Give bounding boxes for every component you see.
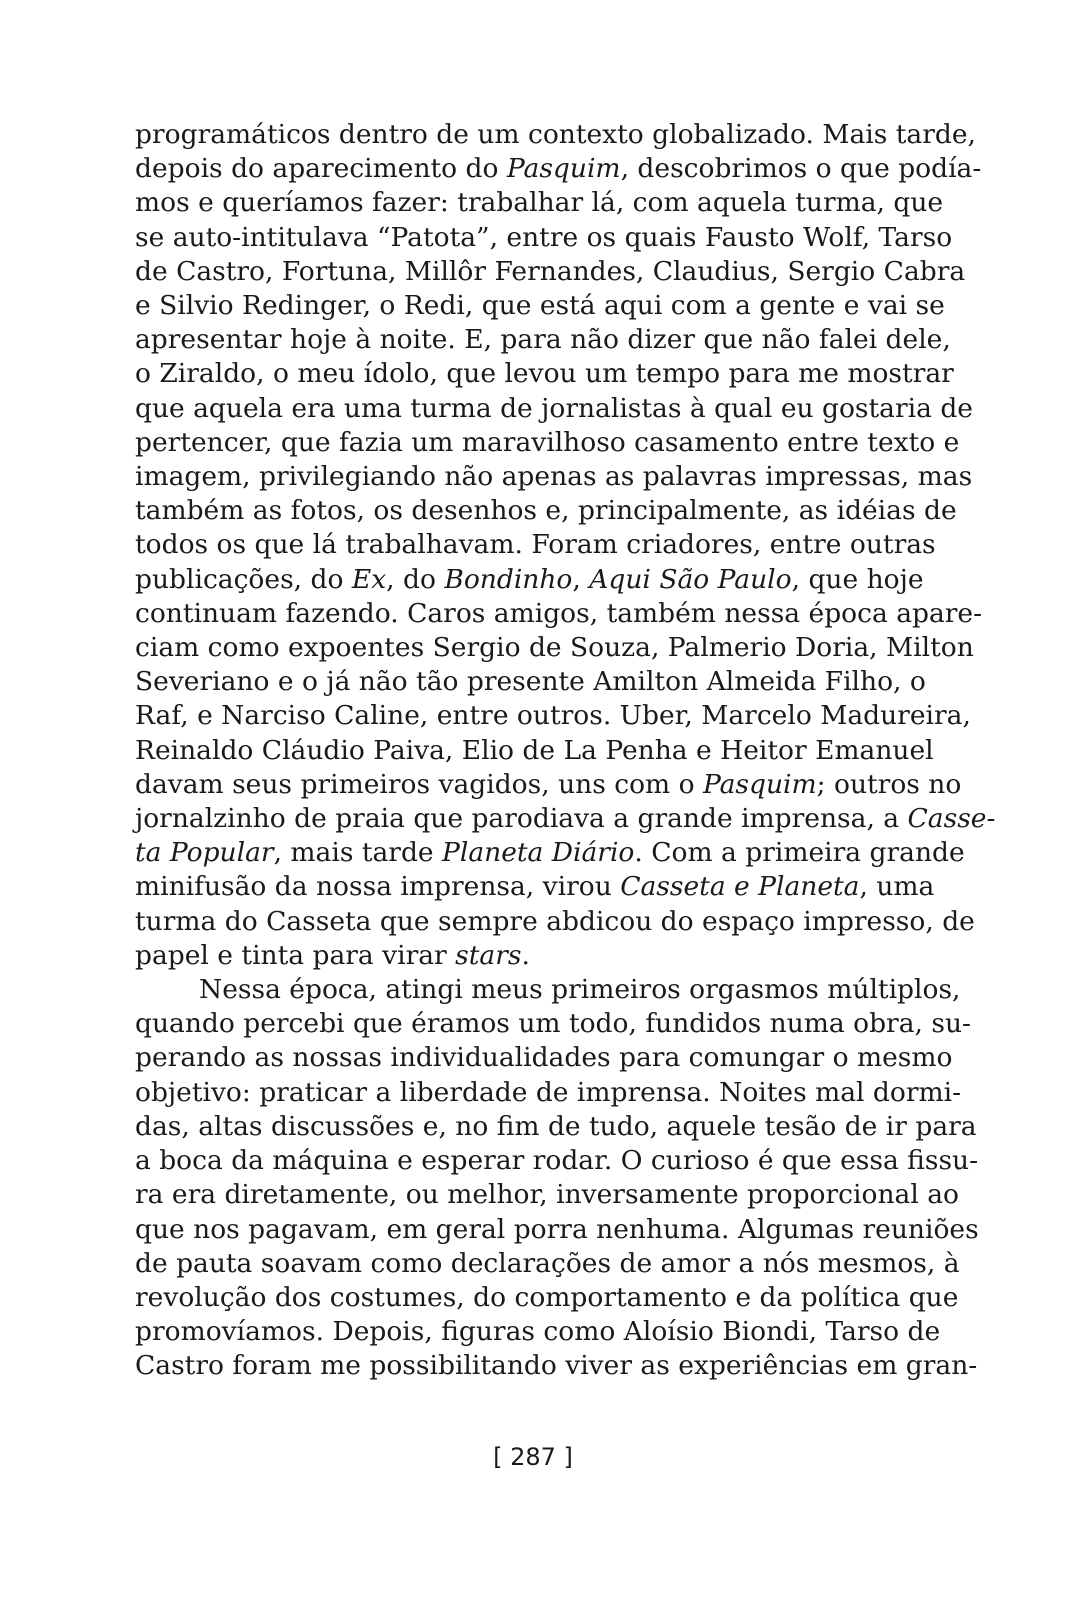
italic-title: ta Popular: [135, 837, 274, 869]
text-run: ra era diretamente, ou melhor, inversamente proporcional ao: [135, 1179, 959, 1211]
paragraph-2: [135, 973, 979, 1383]
text-line: [135, 1178, 959, 1212]
text-line: [135, 528, 936, 562]
italic-title: Ex: [351, 563, 387, 595]
text-run: , mais tarde: [273, 837, 443, 869]
text-line: [135, 802, 996, 836]
text-run: a boca da máquina e esperar rodar. O curioso é que essa fissu-: [135, 1145, 979, 1177]
text-line: [135, 1281, 959, 1315]
text-line: [135, 1213, 979, 1247]
italic-title: Bondinho: [444, 563, 573, 595]
text-run: continuam fazendo. Caros amigos, também nessa época apare-: [135, 597, 983, 629]
text-run: Raf, e Narciso Caline, entre outros. Uber, Marcelo Madureira,: [135, 700, 971, 732]
text-line: [135, 1041, 953, 1075]
text-run: programáticos dentro de um contexto globalizado. Mais tarde,: [135, 119, 976, 150]
page-body: [135, 118, 996, 1384]
text-run: ; outros no: [816, 768, 962, 800]
text-line: [135, 118, 976, 152]
text-line: [135, 152, 982, 186]
text-run: Severiano e o já não tão presente Amilton Almeida Filho, o: [135, 666, 926, 698]
text-line: [135, 289, 945, 323]
text-run: publicações, do: [135, 563, 352, 595]
text-line: [135, 1247, 960, 1281]
text-line: [135, 221, 953, 255]
text-run: que aquela era uma turma de jornalistas à qual eu gostaria de: [135, 392, 973, 424]
text-run: imagem, privilegiando não apenas as palavras impressas, mas: [135, 461, 973, 493]
italic-title: Casse-: [907, 803, 996, 835]
text-run: ciam como expoentes Sergio de Souza, Palmerio Doria, Milton: [135, 632, 974, 664]
text-run: minifusão da nossa imprensa, virou: [135, 871, 621, 903]
italic-title: Casseta e Planeta: [620, 871, 860, 903]
text-run: de pauta soavam como declarações de amor a nós mesmos, à: [135, 1247, 960, 1279]
text-line: [135, 1349, 978, 1383]
italic-title: stars: [455, 939, 522, 971]
text-run: Reinaldo Cláudio Paiva, Elio de La Penha e Heitor Emanuel: [135, 734, 934, 766]
text-line: [135, 426, 960, 460]
text-line: [135, 255, 966, 289]
italic-title: Planeta Diário: [442, 837, 635, 869]
text-run: ,: [572, 563, 590, 595]
text-run: e Silvio Redinger, o Redi, que está aqui com a gente e vai se: [135, 290, 945, 322]
text-run: apresentar hoje à noite. E, para não dizer que não falei dele,: [135, 324, 951, 356]
text-line: [135, 563, 924, 597]
text-line: [135, 631, 974, 665]
text-line: [135, 699, 971, 733]
text-run: .: [521, 939, 530, 971]
text-run: das, altas discussões e, no fim de tudo, aquele tesão de ir para: [135, 1110, 977, 1142]
text-line: [135, 1144, 979, 1178]
text-run: davam seus primeiros vagidos, uns com o: [135, 768, 703, 800]
italic-title: Pasquim: [506, 153, 621, 185]
paragraph-1: [135, 118, 996, 973]
text-run: mos e queríamos fazer: trabalhar lá, com aquela turma, que: [135, 187, 944, 219]
text-line: [135, 392, 973, 426]
text-run: quando percebi que éramos um todo, fundidos numa obra, su-: [135, 1008, 971, 1040]
text-run: papel e tinta para virar: [135, 939, 456, 971]
italic-title: Aqui São Paulo: [589, 563, 792, 595]
text-run: o Ziraldo, o meu ídolo, que levou um tempo para me mostrar: [135, 358, 954, 390]
text-run: revolução dos costumes, do comportamento e da política que: [135, 1281, 959, 1313]
text-run: , do: [386, 563, 445, 595]
text-run: objetivo: praticar a liberdade de imprensa. Noites mal dormi-: [135, 1076, 962, 1108]
text-line: [135, 939, 915, 973]
text-line: [135, 1007, 971, 1041]
text-run: Castro foram me possibilitando viver as experiências em gran-: [135, 1350, 978, 1382]
text-line: [135, 870, 935, 904]
page-number: [ 287 ]: [493, 1443, 573, 1471]
text-line: [135, 357, 954, 391]
text-run: . Com a primeira grande: [634, 837, 965, 869]
text-line: [135, 597, 983, 631]
text-run: jornalzinho de praia que parodiava a grande imprensa, a: [135, 803, 908, 835]
text-line: [135, 1076, 962, 1110]
text-line: [135, 734, 934, 768]
text-run: todos os que lá trabalhavam. Foram criadores, entre outras: [135, 529, 936, 561]
text-line: [135, 905, 975, 939]
text-run: se auto-intitulava “Patota”, entre os quais Fausto Wolf, Tarso: [135, 221, 953, 253]
text-run: perando as nossas individualidades para comungar o mesmo: [135, 1042, 953, 1074]
text-run: de Castro, Fortuna, Millôr Fernandes, Claudius, Sergio Cabra: [135, 255, 966, 287]
text-run: depois do aparecimento do: [135, 153, 507, 185]
text-run: Nessa época, atingi meus primeiros orgasmos múltiplos,: [199, 974, 961, 1006]
text-line: [135, 323, 951, 357]
text-run: pertencer, que fazia um maravilhoso casamento entre texto e: [135, 426, 960, 458]
text-line: [135, 460, 973, 494]
text-line: [135, 1110, 977, 1144]
text-line: [135, 768, 962, 802]
text-line: [135, 494, 957, 528]
text-line: [135, 836, 965, 870]
text-run: que nos pagavam, em geral porra nenhuma. Algumas reuniões: [135, 1213, 979, 1245]
text-line: [135, 186, 944, 220]
text-line: [135, 665, 926, 699]
text-run: turma do Casseta que sempre abdicou do espaço impresso, de: [135, 905, 975, 937]
text-run: , uma: [859, 871, 935, 903]
text-run: , descobrimos o que podía-: [620, 153, 982, 185]
text-run: também as fotos, os desenhos e, principalmente, as idéias de: [135, 495, 957, 527]
text-line: [135, 973, 961, 1007]
italic-title: Pasquim: [702, 768, 817, 800]
text-run: promovíamos. Depois, figuras como Aloísio Biondi, Tarso de: [135, 1316, 941, 1348]
text-line: [135, 1315, 941, 1349]
text-run: , que hoje: [791, 563, 924, 595]
